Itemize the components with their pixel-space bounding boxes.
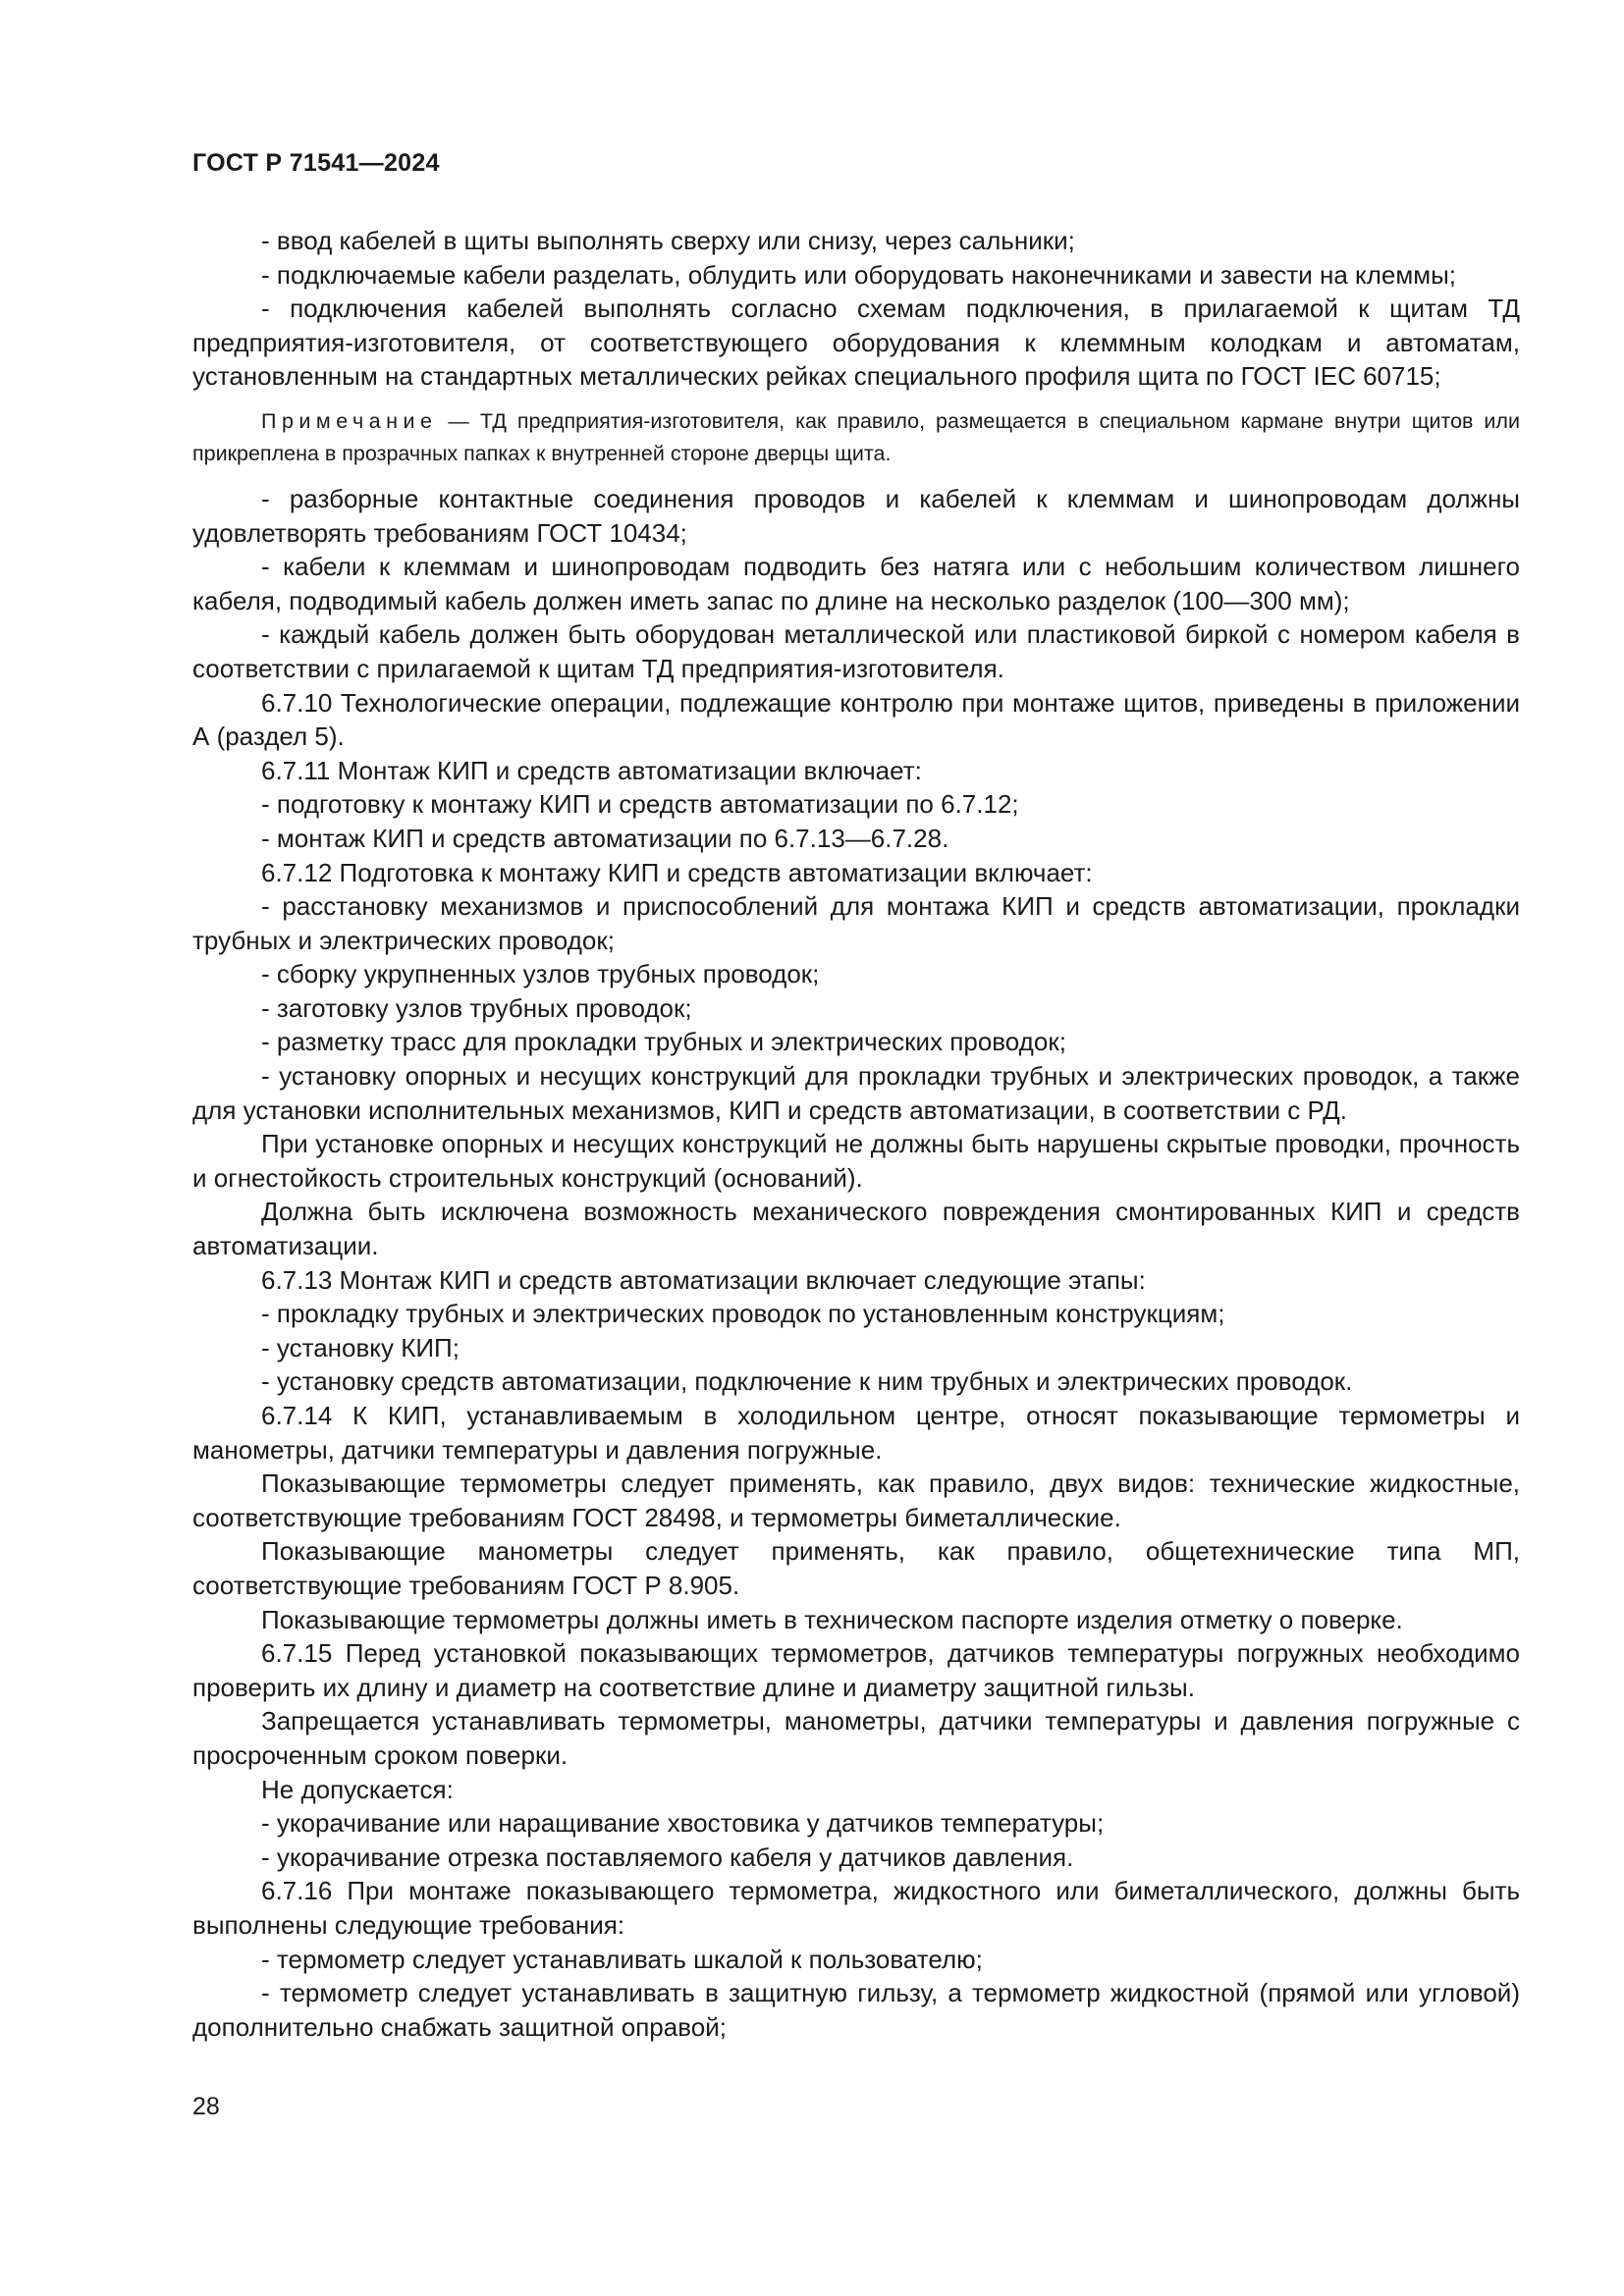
paragraph: 6.7.12 Подготовка к монтажу КИП и средств автоматизации включает: — [261, 857, 1093, 887]
paragraph: 6.7.11 Монтаж КИП и средств автоматизации включает: — [261, 755, 922, 785]
paragraph: Не допускается: — [261, 1774, 454, 1804]
paragraph: Должна быть исключена возможность механического повреждения смонтированных КИП и средств автоматизации. — [192, 1197, 1520, 1261]
document-header: ГОСТ Р 71541—2024 — [192, 149, 440, 177]
paragraph: 6.7.15 Перед установкой показывающих термометров, датчиков температуры погружных необходимо проверить их длину и диаметр на соответствие длине и диаметру защитной гильзы. — [192, 1638, 1520, 1702]
paragraph: - установку опорных и несущих конструкций для прокладки трубных и электрических проводок, а также для установки исполнительных механизмов, КИП и средств автоматизации, в соответствии с РД. — [192, 1061, 1520, 1125]
page-number: 28 — [192, 2093, 220, 2120]
note-text: — ТД предприятия-изготовителя, как правило, размещается в специальном кармане внутри щитов или прикреплена в прозрачных папках к внутренней стороне дверцы щита. — [192, 408, 1520, 465]
paragraph: Показывающие термометры следует применять, как правило, двух видов: технические жидкостные, соответствующие требованиям ГОСТ 28498, и термометры биметаллические. — [192, 1468, 1520, 1532]
paragraph: - каждый кабель должен быть оборудован металлической или пластиковой биркой с номером кабеля в соответствии с прилагаемой к щитам ТД предприятия-изготовителя. — [192, 619, 1520, 683]
paragraph: 6.7.10 Технологические операции, подлежащие контролю при монтаже щитов, приведены в приложении А (раздел 5). — [192, 687, 1520, 752]
paragraph: Запрещается устанавливать термометры, манометры, датчики температуры и давления погружные с просроченным сроком поверки. — [192, 1706, 1520, 1770]
paragraph: - прокладку трубных и электрических проводок по установленным конструкциям; — [261, 1299, 1225, 1329]
paragraph: При установке опорных и несущих конструкций не должны быть нарушены скрытые проводки, прочность и огнестойкость строительных конструкций (оснований). — [192, 1129, 1520, 1193]
paragraph: Показывающие манометры следует применять, как правило, общетехнические типа МП, соответствующие требованиям ГОСТ Р 8.905. — [192, 1536, 1520, 1600]
paragraph: - ввод кабелей в щиты выполнять сверху или снизу, через сальники; — [261, 226, 1075, 255]
paragraph: - подготовку к монтажу КИП и средств автоматизации по 6.7.12; — [261, 789, 1019, 820]
paragraph: - сборку укрупненных узлов трубных проводок; — [261, 959, 820, 989]
paragraph: - укорачивание отрезка поставляемого кабеля у датчиков давления. — [261, 1842, 1074, 1872]
paragraph: - термометр следует устанавливать шкалой к пользователю; — [261, 1944, 983, 1974]
paragraph: - разборные контактные соединения проводов и кабелей к клеммам и шинопроводам должны удовлетворять требованиям ГОСТ 10434; — [192, 483, 1520, 548]
paragraph: - разметку трасс для прокладки трубных и электрических проводок; — [261, 1027, 1066, 1057]
document-body — [192, 224, 1520, 2044]
note-label: Примечание — [261, 408, 438, 433]
paragraph: - подключаемые кабели разделать, облудить или оборудовать наконечниками и завести на клеммы; — [261, 259, 1456, 290]
paragraph: Показывающие термометры должны иметь в техническом паспорте изделия отметку о поверке. — [261, 1604, 1403, 1634]
paragraph: - расстановку механизмов и приспособлений для монтажа КИП и средств автоматизации, прокладки трубных и электрических проводок; — [192, 891, 1520, 955]
paragraph: 6.7.14 К КИП, устанавливаемым в холодильном центре, относят показывающие термометры и манометры, датчики температуры и давления погружные. — [192, 1401, 1520, 1465]
note-paragraph — [192, 405, 1520, 470]
paragraph: - подключения кабелей выполнять согласно схемам подключения, в прилагаемой к щитам ТД предприятия-изготовителя, от соответствующего оборудования к клеммным колодкам и автоматам, установленным на стандартных металлических рейках специального профиля щита по ГОСТ IEC 60715; — [192, 294, 1520, 392]
paragraph: - установку средств автоматизации, подключение к ним трубных и электрических проводок. — [261, 1366, 1353, 1397]
paragraph: - установку КИП; — [261, 1332, 460, 1362]
paragraph: 6.7.16 При монтаже показывающего термометра, жидкостного или биметаллического, должны быть выполнены следующие требования: — [192, 1876, 1520, 1940]
paragraph: - укорачивание или наращивание хвостовика у датчиков температуры; — [261, 1808, 1105, 1839]
paragraph: - термометр следует устанавливать в защитную гильзу, а термометр жидкостной (прямой или угловой) дополнительно снабжать защитной оправой; — [192, 1978, 1520, 2042]
paragraph: - кабели к клеммам и шинопроводам подводить без натяга или с небольшим количеством лишнего кабеля, подводимый кабель должен иметь запас по длине на несколько разделок (100—300 мм); — [192, 552, 1520, 615]
paragraph: - монтаж КИП и средств автоматизации по 6.7.13—6.7.28. — [261, 823, 949, 853]
paragraph: - заготовку узлов трубных проводок; — [261, 992, 692, 1023]
paragraph: 6.7.13 Монтаж КИП и средств автоматизации включает следующие этапы: — [261, 1264, 1146, 1295]
